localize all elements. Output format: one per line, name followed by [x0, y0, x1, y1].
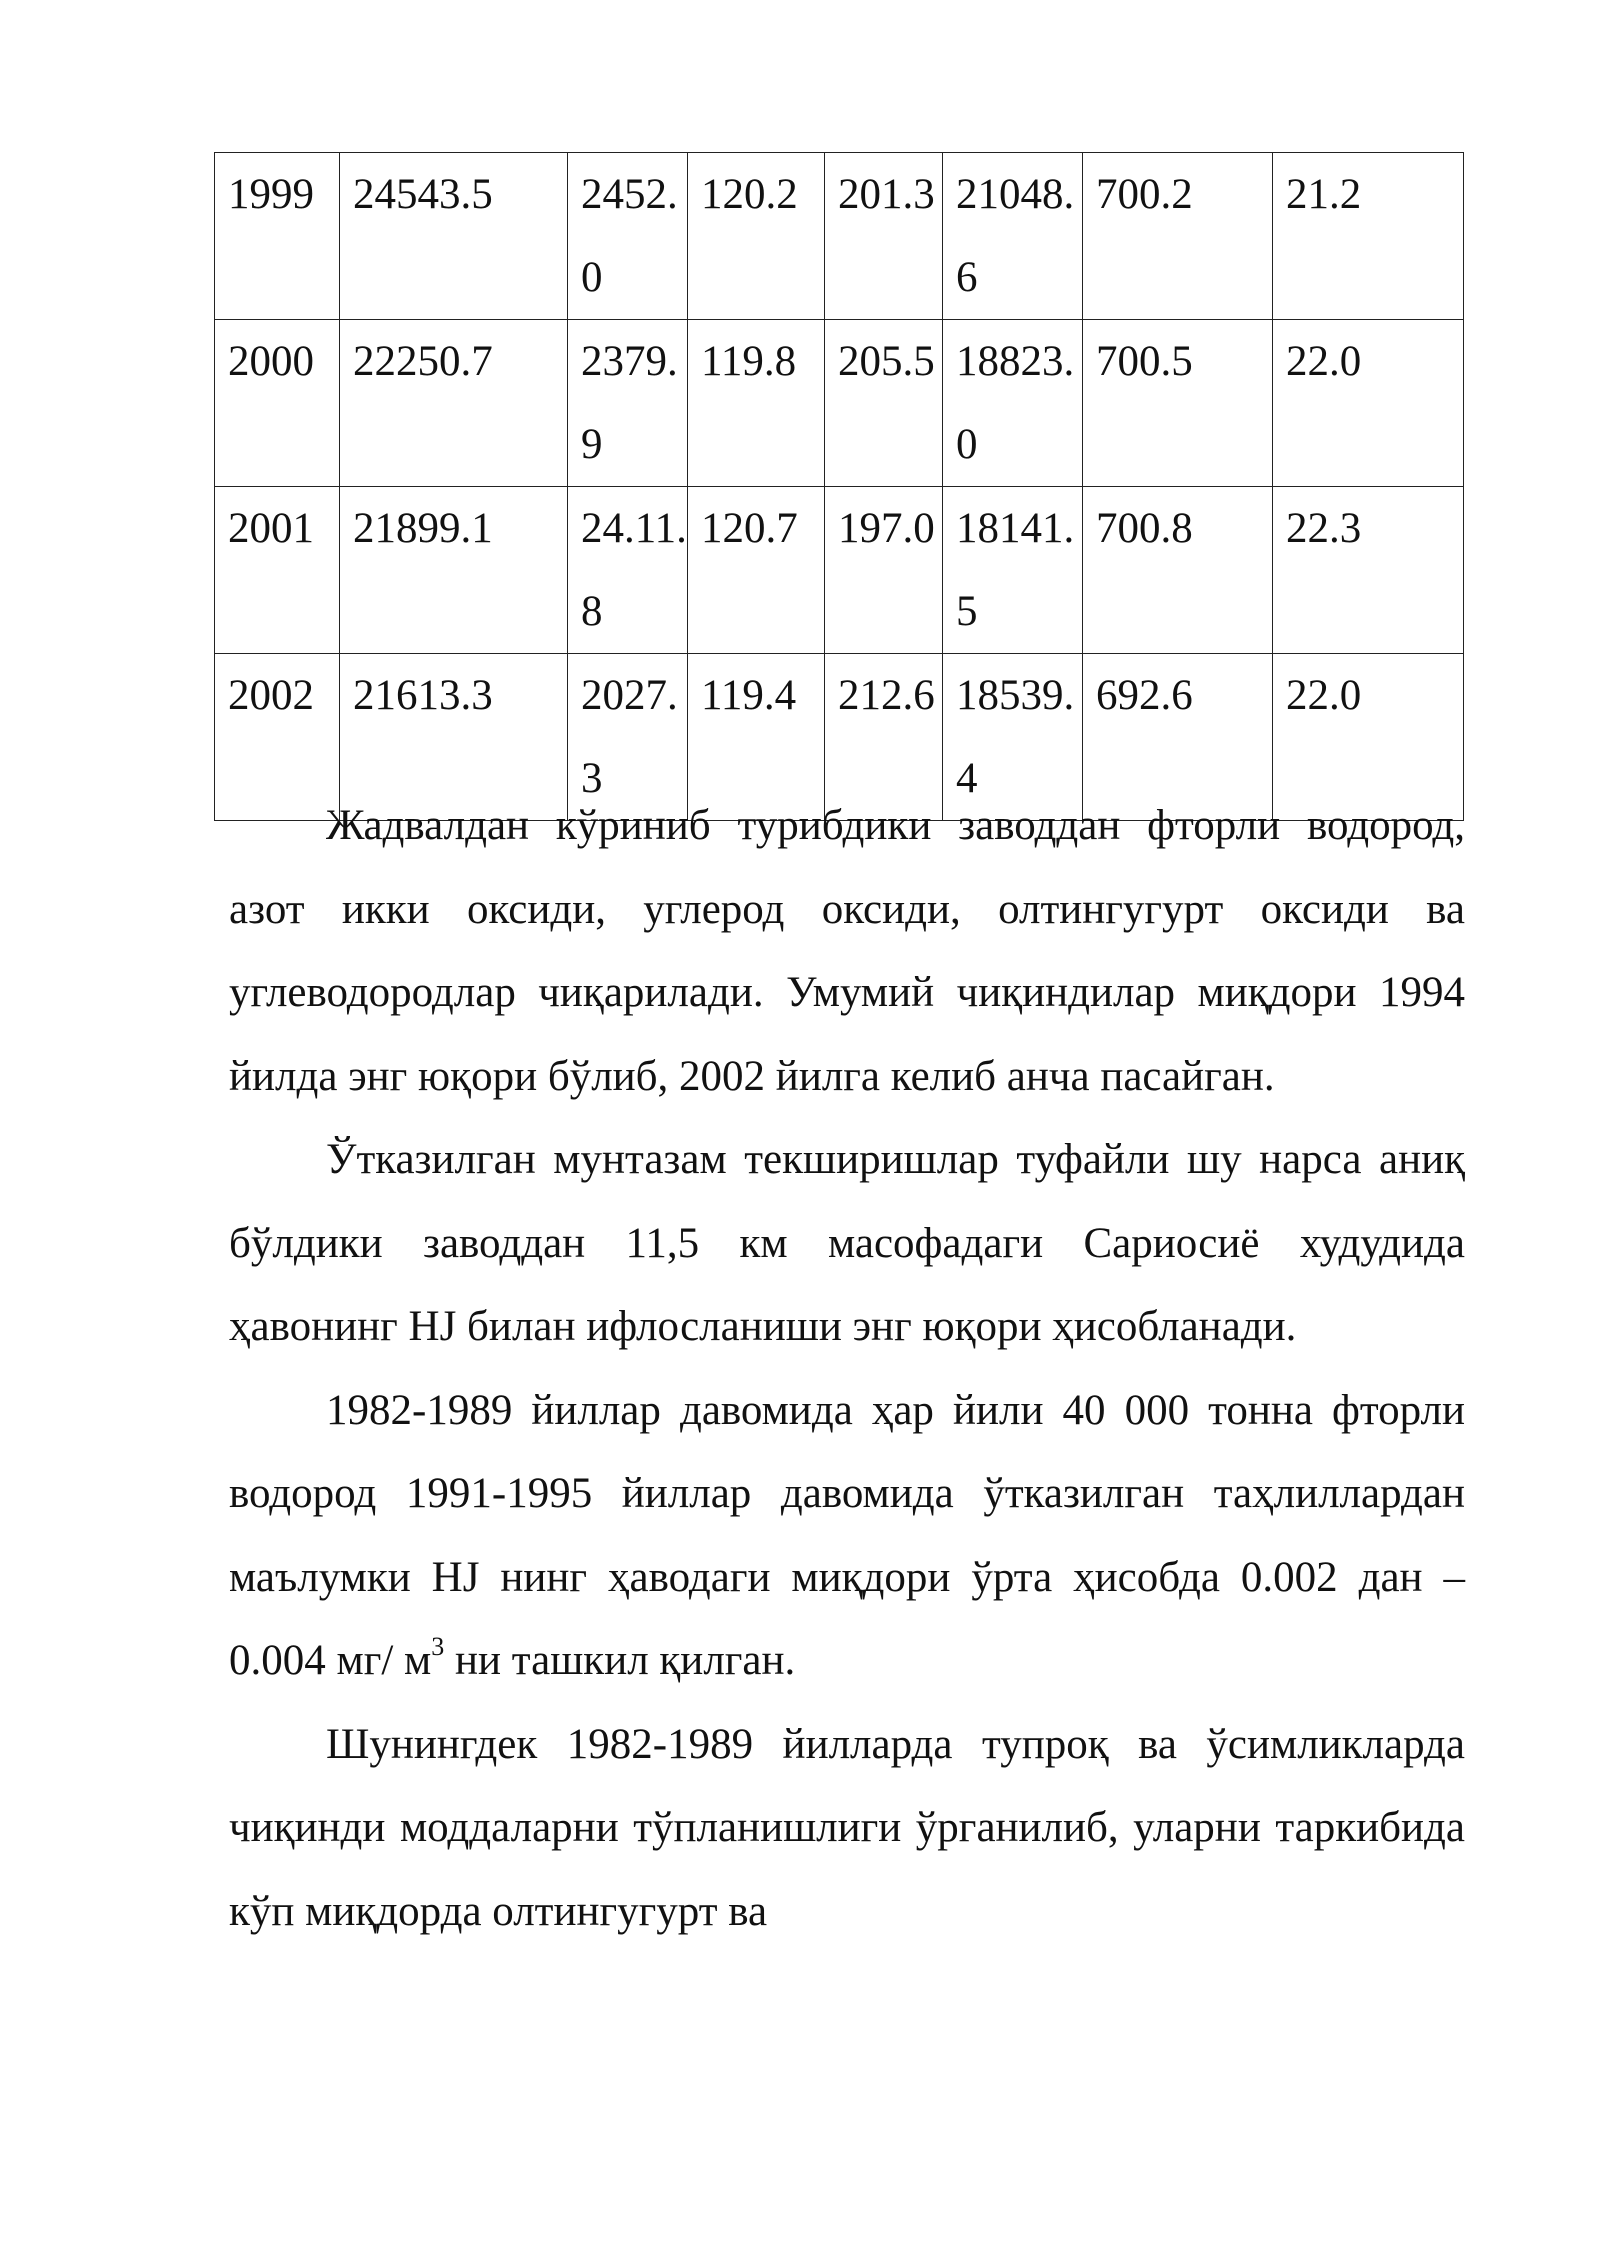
table-cell: 700.2: [1083, 153, 1273, 320]
table-body: [215, 153, 1464, 821]
table-cell: 120.7: [688, 487, 825, 654]
table-cell: 18141.5: [943, 487, 1083, 654]
table-cell: 22.0: [1273, 320, 1464, 487]
paragraph-4: [229, 1703, 1465, 1954]
table-cell: 21.2: [1273, 153, 1464, 320]
table-cell: 18539.4: [943, 654, 1083, 821]
table-cell: 2001: [215, 487, 340, 654]
table-cell: 692.6: [1083, 654, 1273, 821]
table-cell: 119.4: [688, 654, 825, 821]
paragraph-1-text: Жадвалдан кўриниб турибдики заводдан фторли водород, азот икки оксиди, углерод оксиди, олтингугурт оксиди ва углеводородлар чиқарилади. Умумий чиқиндилар миқдори 1994 йилда энг юқори бўлиб, 2002 йилга келиб анча пасайган.: [229, 802, 1465, 1100]
paragraph-2-text: Ўтказилган мунтазам текширишлар туфайли шу нарса аниқ бўлдики заводдан 11,5 км масофадаги Сариосиё худудида ҳавонинг HJ билан ифлосланиши энг юқори ҳисобланади.: [229, 1136, 1465, 1350]
table-cell: 24543.5: [340, 153, 568, 320]
table-cell: 201.3: [825, 153, 943, 320]
paragraph-4-text: Шунингдек 1982-1989 йилларда тупроқ ва ўсимликларда чиқинди моддаларни тўпланишлиги ўрганилиб, уларни таркибида кўп миқдорда олтингугурт ва: [229, 1720, 1465, 1935]
table-cell: 21048.6: [943, 153, 1083, 320]
table-cell: 700.5: [1083, 320, 1273, 487]
table-row: [215, 487, 1464, 654]
table-row: [215, 320, 1464, 487]
paragraph-3-text-end: ни ташкил қилган.: [444, 1637, 796, 1684]
table-cell: 21899.1: [340, 487, 568, 654]
table-cell: 197.0: [825, 487, 943, 654]
table-cell: 21613.3: [340, 654, 568, 821]
table-cell: 22.0: [1273, 654, 1464, 821]
emissions-table: [214, 152, 1464, 821]
paragraph-1: [229, 784, 1465, 1118]
table-cell: 120.2: [688, 153, 825, 320]
table-cell: 2027.3: [568, 654, 688, 821]
paragraph-3-text: 1982-1989 йиллар давомида ҳар йили 40 000 тонна фторли водород 1991-1995 йиллар давомида ўтказилган таҳлиллардан маълумки HJ нинг ҳаводаги миқдори ўрта ҳисобда 0.002 дан – 0.004 мг/ м: [229, 1386, 1465, 1684]
table-cell: 212.6: [825, 654, 943, 821]
table-cell: 18823.0: [943, 320, 1083, 487]
body-text: [229, 784, 1465, 1953]
table-row: [215, 153, 1464, 320]
table-cell: 22250.7: [340, 320, 568, 487]
table-cell: 22.3: [1273, 487, 1464, 654]
table-cell: 205.5: [825, 320, 943, 487]
table-cell: 24.11.8: [568, 487, 688, 654]
table-cell: 2452.0: [568, 153, 688, 320]
superscript-cubed: 3: [431, 1632, 445, 1661]
paragraph-3: [229, 1369, 1465, 1703]
table-cell: 700.8: [1083, 487, 1273, 654]
table-cell: 1999: [215, 153, 340, 320]
table-cell: 119.8: [688, 320, 825, 487]
paragraph-2: [229, 1118, 1465, 1369]
table-cell: 2379.9: [568, 320, 688, 487]
table-cell: 2002: [215, 654, 340, 821]
table-cell: 2000: [215, 320, 340, 487]
